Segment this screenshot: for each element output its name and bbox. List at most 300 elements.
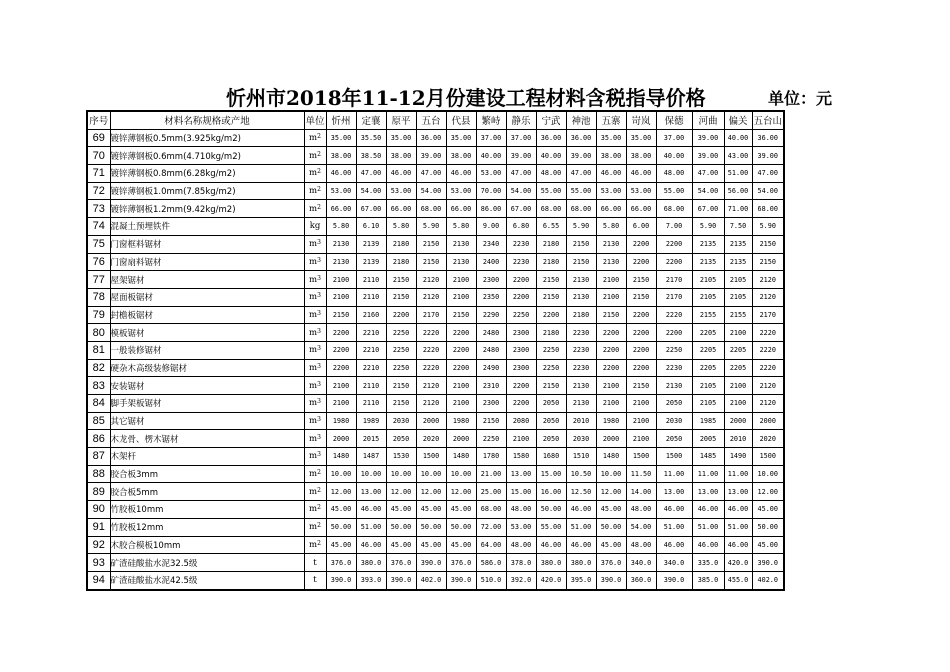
unit-exponent: 3: [317, 292, 321, 300]
price-cell: 2139: [356, 235, 386, 253]
price-cell: 2200: [326, 341, 356, 359]
price-cell: 6.10: [356, 218, 386, 236]
price-cell: 10.00: [752, 465, 784, 483]
price-cell: 2150: [386, 288, 416, 306]
unit-cell: [304, 377, 326, 395]
price-cell: 13.00: [356, 483, 386, 501]
price-cell: 2200: [506, 395, 536, 413]
price-cell: 2050: [386, 430, 416, 448]
price-cell: 86.00: [476, 200, 506, 218]
price-cell: 46.00: [692, 501, 724, 519]
price-cell: 37.00: [656, 129, 692, 147]
price-cell: 2200: [326, 324, 356, 342]
price-cell: 2205: [692, 341, 724, 359]
price-cell: 1680: [536, 448, 566, 466]
unit-text: m: [309, 486, 318, 497]
price-cell: 2150: [626, 288, 656, 306]
unit-text: m: [309, 168, 318, 179]
price-cell: 2200: [656, 235, 692, 253]
unit-exponent: 2: [317, 186, 321, 194]
price-cell: 2150: [566, 253, 596, 271]
price-cell: 54.00: [416, 182, 446, 200]
price-cell: 66.00: [446, 200, 476, 218]
price-cell: 7.50: [724, 218, 752, 236]
price-cell: 40.00: [724, 129, 752, 147]
material-name: 一般装修锯材: [110, 341, 304, 359]
price-cell: 2250: [536, 341, 566, 359]
column-header: 定襄: [356, 111, 386, 129]
unit-exponent: 3: [317, 256, 321, 264]
price-cell: 2170: [416, 306, 446, 324]
column-header: 神池: [566, 111, 596, 129]
price-cell: 2150: [416, 235, 446, 253]
price-cell: 50.00: [752, 518, 784, 536]
material-name: 模板锯材: [110, 324, 304, 342]
price-cell: 2200: [626, 253, 656, 271]
row-number: 81: [87, 341, 110, 359]
price-cell: 38.50: [356, 147, 386, 165]
price-cell: 50.00: [536, 501, 566, 519]
price-cell: 47.00: [356, 165, 386, 183]
price-cell: 2100: [326, 271, 356, 289]
table-row: [87, 129, 784, 147]
price-cell: 13.00: [506, 465, 536, 483]
price-cell: 2200: [626, 235, 656, 253]
price-cell: 36.00: [566, 129, 596, 147]
unit-cell: [304, 536, 326, 554]
price-cell: 12.00: [752, 483, 784, 501]
price-cell: 2250: [386, 324, 416, 342]
column-header: 岢岚: [626, 111, 656, 129]
material-name: 木架杆: [110, 448, 304, 466]
price-cell: 50.00: [596, 518, 626, 536]
price-cell: 390.0: [446, 571, 476, 589]
price-cell: 2030: [386, 412, 416, 430]
price-cell: 2200: [446, 359, 476, 377]
table-row: [87, 341, 784, 359]
column-header: 五寨: [596, 111, 626, 129]
price-cell: 55.00: [656, 182, 692, 200]
column-header: 忻州: [326, 111, 356, 129]
price-cell: 2150: [752, 235, 784, 253]
price-cell: 46.00: [626, 165, 656, 183]
price-cell: 12.00: [326, 483, 356, 501]
price-cell: 36.00: [752, 129, 784, 147]
unit-text: kg: [309, 221, 321, 232]
price-cell: 47.00: [692, 165, 724, 183]
price-cell: 35.00: [596, 129, 626, 147]
price-cell: 2155: [692, 306, 724, 324]
row-number: 85: [87, 412, 110, 430]
price-cell: 2010: [566, 412, 596, 430]
price-cell: 36.00: [536, 129, 566, 147]
price-cell: 12.00: [386, 483, 416, 501]
table-row: [87, 430, 784, 448]
table-row: [87, 448, 784, 466]
column-header: 序号: [87, 111, 110, 129]
price-cell: 335.0: [692, 554, 724, 572]
price-cell: 395.0: [566, 571, 596, 589]
price-cell: 2100: [626, 395, 656, 413]
price-cell: 70.00: [476, 182, 506, 200]
row-number: 77: [87, 271, 110, 289]
price-cell: 68.00: [752, 200, 784, 218]
unit-exponent: 3: [317, 451, 321, 459]
price-cell: 2210: [356, 359, 386, 377]
unit-exponent: 3: [317, 380, 321, 388]
price-cell: 378.0: [506, 554, 536, 572]
table-row: [87, 288, 784, 306]
column-header: 偏关: [724, 111, 752, 129]
material-name: 门窗扇料锯材: [110, 253, 304, 271]
unit-text: m: [309, 274, 318, 285]
price-cell: 1490: [724, 448, 752, 466]
price-cell: 55.00: [536, 518, 566, 536]
price-cell: 2105: [724, 271, 752, 289]
unit-cell: [304, 324, 326, 342]
price-cell: 2100: [724, 377, 752, 395]
price-cell: 2135: [724, 253, 752, 271]
price-cell: 2000: [596, 430, 626, 448]
price-cell: 46.00: [356, 501, 386, 519]
unit-cell: [304, 306, 326, 324]
price-cell: 5.80: [386, 218, 416, 236]
price-cell: 2050: [656, 395, 692, 413]
price-cell: 1480: [446, 448, 476, 466]
unit-exponent: 3: [317, 274, 321, 282]
price-cell: 2150: [416, 253, 446, 271]
page-title: 忻州市2018年11-12月份建设工程材料含税指导价格: [226, 86, 706, 110]
price-cell: 2220: [656, 306, 692, 324]
price-cell: 2300: [506, 341, 536, 359]
price-cell: 2150: [626, 271, 656, 289]
material-name: 安装锯材: [110, 377, 304, 395]
price-cell: 11.00: [724, 465, 752, 483]
price-cell: 38.00: [596, 147, 626, 165]
price-cell: 40.00: [536, 147, 566, 165]
price-cell: 376.0: [386, 554, 416, 572]
price-cell: 2000: [446, 430, 476, 448]
price-cell: 2220: [416, 359, 446, 377]
price-cell: 380.0: [536, 554, 566, 572]
material-name: 屋面板锯材: [110, 288, 304, 306]
price-cell: 2200: [596, 324, 626, 342]
price-cell: 402.0: [416, 571, 446, 589]
price-cell: 390.0: [326, 571, 356, 589]
material-name: 竹胶板10mm: [110, 501, 304, 519]
price-cell: 11.50: [626, 465, 656, 483]
price-cell: 14.00: [626, 483, 656, 501]
price-cell: 46.00: [386, 165, 416, 183]
price-cell: 390.0: [752, 554, 784, 572]
unit-exponent: 2: [317, 486, 321, 494]
price-cell: 2100: [446, 288, 476, 306]
table-row: [87, 483, 784, 501]
price-cell: 2250: [476, 430, 506, 448]
price-cell: 2290: [476, 306, 506, 324]
unit-cell: [304, 218, 326, 236]
price-cell: 45.00: [416, 536, 446, 554]
price-cell: 35.00: [326, 129, 356, 147]
column-header: 宁武: [536, 111, 566, 129]
price-cell: 38.00: [626, 147, 656, 165]
price-cell: 380.0: [566, 554, 596, 572]
material-name: 胶合板5mm: [110, 483, 304, 501]
table-row: [87, 165, 784, 183]
price-cell: 2350: [476, 288, 506, 306]
price-cell: 45.00: [752, 536, 784, 554]
price-cell: 2150: [326, 306, 356, 324]
price-cell: 66.00: [386, 200, 416, 218]
price-cell: 5.80: [446, 218, 476, 236]
price-cell: 586.0: [476, 554, 506, 572]
price-cell: 12.00: [416, 483, 446, 501]
price-cell: 2200: [506, 271, 536, 289]
column-header: 五台: [416, 111, 446, 129]
table-row: [87, 200, 784, 218]
row-number: 78: [87, 288, 110, 306]
price-cell: 2310: [476, 377, 506, 395]
price-cell: 6.80: [506, 218, 536, 236]
price-cell: 2200: [386, 306, 416, 324]
unit-text: m: [309, 469, 318, 480]
price-cell: 2105: [692, 395, 724, 413]
material-name: 硬杂木高级装修锯材: [110, 359, 304, 377]
price-cell: 2200: [626, 341, 656, 359]
price-cell: 2205: [724, 341, 752, 359]
price-cell: 13.00: [656, 483, 692, 501]
column-header: 繁峙: [476, 111, 506, 129]
price-cell: 1500: [656, 448, 692, 466]
price-cell: 2200: [326, 359, 356, 377]
price-cell: 2120: [752, 288, 784, 306]
table-row: [87, 518, 784, 536]
price-cell: 10.00: [596, 465, 626, 483]
price-cell: 2200: [536, 306, 566, 324]
price-cell: 2100: [626, 412, 656, 430]
price-cell: 2230: [656, 359, 692, 377]
price-cell: 54.00: [692, 182, 724, 200]
price-cell: 10.00: [386, 465, 416, 483]
table-row: [87, 235, 784, 253]
price-cell: 66.00: [326, 200, 356, 218]
material-name: 镀锌薄钢板0.8mm(6.28kg/m2): [110, 165, 304, 183]
price-cell: 2150: [536, 288, 566, 306]
unit-text: m: [309, 433, 318, 444]
price-cell: 2200: [596, 359, 626, 377]
price-cell: 2250: [656, 341, 692, 359]
price-cell: 2230: [506, 235, 536, 253]
price-cell: 40.00: [476, 147, 506, 165]
price-cell: 5.90: [566, 218, 596, 236]
price-cell: 393.0: [356, 571, 386, 589]
unit-exponent: 2: [317, 133, 321, 141]
price-cell: 5.90: [752, 218, 784, 236]
price-cell: 38.00: [326, 147, 356, 165]
unit-text: m: [309, 522, 318, 533]
price-cell: 37.00: [506, 129, 536, 147]
material-name: 竹胶板12mm: [110, 518, 304, 536]
price-cell: 1485: [692, 448, 724, 466]
price-cell: 2120: [416, 271, 446, 289]
unit-cell: [304, 253, 326, 271]
price-cell: 2130: [596, 253, 626, 271]
row-number: 70: [87, 147, 110, 165]
price-cell: 2130: [566, 271, 596, 289]
price-cell: 2180: [536, 235, 566, 253]
price-cell: 1500: [626, 448, 656, 466]
row-number: 90: [87, 501, 110, 519]
price-cell: 2200: [446, 324, 476, 342]
price-cell: 1480: [596, 448, 626, 466]
price-cell: 2135: [724, 235, 752, 253]
price-cell: 390.0: [656, 571, 692, 589]
table-row: [87, 147, 784, 165]
price-cell: 2150: [752, 253, 784, 271]
price-cell: 66.00: [626, 200, 656, 218]
price-cell: 2100: [506, 430, 536, 448]
price-cell: 48.00: [656, 165, 692, 183]
price-cell: 2200: [446, 341, 476, 359]
price-cell: 2105: [692, 377, 724, 395]
unit-cell: [304, 395, 326, 413]
price-cell: 376.0: [596, 554, 626, 572]
price-cell: 2130: [596, 235, 626, 253]
price-cell: 66.00: [596, 200, 626, 218]
unit-exponent: 2: [317, 522, 321, 530]
price-cell: 53.00: [596, 182, 626, 200]
table-row: [87, 412, 784, 430]
price-cell: 2205: [724, 359, 752, 377]
price-cell: 48.00: [536, 165, 566, 183]
price-cell: 10.00: [326, 465, 356, 483]
price-cell: 12.00: [596, 483, 626, 501]
table-row: [87, 554, 784, 572]
price-cell: 1980: [446, 412, 476, 430]
price-cell: 340.0: [656, 554, 692, 572]
price-cell: 2180: [536, 253, 566, 271]
price-cell: 392.0: [506, 571, 536, 589]
price-cell: 2230: [566, 341, 596, 359]
price-cell: 2150: [596, 306, 626, 324]
material-name: 脚手架板锯材: [110, 395, 304, 413]
price-cell: 2155: [724, 306, 752, 324]
price-cell: 2130: [566, 288, 596, 306]
price-cell: 2100: [326, 288, 356, 306]
price-cell: 39.00: [566, 147, 596, 165]
price-cell: 51.00: [692, 518, 724, 536]
column-header: 材料名称规格或产地: [110, 111, 304, 129]
column-header: 原平: [386, 111, 416, 129]
price-cell: 54.00: [752, 182, 784, 200]
price-cell: 10.00: [416, 465, 446, 483]
unit-exponent: 2: [317, 203, 321, 211]
material-name: 木胶合模板10mm: [110, 536, 304, 554]
row-number: 72: [87, 182, 110, 200]
row-number: 88: [87, 465, 110, 483]
price-cell: 12.00: [446, 483, 476, 501]
price-cell: 50.00: [416, 518, 446, 536]
price-cell: 53.00: [446, 182, 476, 200]
price-cell: 56.00: [724, 182, 752, 200]
price-cell: 2020: [752, 430, 784, 448]
table-row: [87, 359, 784, 377]
price-cell: 36.00: [416, 129, 446, 147]
price-cell: 2100: [596, 288, 626, 306]
column-header: 保德: [656, 111, 692, 129]
unit-cell: [304, 518, 326, 536]
price-cell: 2210: [356, 324, 386, 342]
price-cell: 2230: [506, 253, 536, 271]
price-cell: 68.00: [416, 200, 446, 218]
price-cell: 2015: [356, 430, 386, 448]
price-cell: 2120: [416, 377, 446, 395]
price-cell: 1980: [326, 412, 356, 430]
price-cell: 390.0: [596, 571, 626, 589]
price-cell: 2105: [692, 288, 724, 306]
material-name: 封檐板锯材: [110, 306, 304, 324]
price-cell: 2150: [536, 377, 566, 395]
unit-text: m: [309, 380, 318, 391]
material-name: 胶合板3mm: [110, 465, 304, 483]
price-cell: 2490: [476, 359, 506, 377]
price-cell: 48.00: [626, 501, 656, 519]
row-number: 76: [87, 253, 110, 271]
price-cell: 2205: [692, 359, 724, 377]
price-cell: 2080: [506, 412, 536, 430]
price-cell: 10.00: [446, 465, 476, 483]
price-cell: 2105: [724, 288, 752, 306]
unit-exponent: 3: [317, 398, 321, 406]
title-row: [0, 82, 950, 110]
price-cell: 45.00: [386, 501, 416, 519]
price-cell: 45.00: [446, 536, 476, 554]
price-cell: 2150: [386, 395, 416, 413]
unit-exponent: 2: [317, 150, 321, 158]
price-cell: 2300: [476, 271, 506, 289]
unit-text: m: [309, 539, 318, 550]
price-cell: 1500: [752, 448, 784, 466]
price-cell: 390.0: [386, 571, 416, 589]
column-header: 河曲: [692, 111, 724, 129]
unit-cell: [304, 147, 326, 165]
price-cell: 2000: [752, 412, 784, 430]
price-cell: 1580: [506, 448, 536, 466]
unit-exponent: 2: [317, 504, 321, 512]
price-cell: 10.50: [566, 465, 596, 483]
unit-cell: [304, 235, 326, 253]
unit-text: m: [309, 416, 318, 427]
price-cell: 402.0: [752, 571, 784, 589]
unit-text: m: [309, 504, 318, 515]
price-cell: 510.0: [476, 571, 506, 589]
unit-exponent: 3: [317, 345, 321, 353]
price-cell: 2480: [476, 341, 506, 359]
price-cell: 2100: [446, 377, 476, 395]
price-cell: 2100: [326, 395, 356, 413]
price-cell: 21.00: [476, 465, 506, 483]
price-cell: 2130: [566, 395, 596, 413]
price-cell: 2180: [536, 324, 566, 342]
price-cell: 39.00: [692, 147, 724, 165]
unit-cell: [304, 554, 326, 572]
price-cell: 380.0: [356, 554, 386, 572]
price-cell: 47.00: [566, 165, 596, 183]
row-number: 69: [87, 129, 110, 147]
price-cell: 2100: [724, 324, 752, 342]
price-cell: 390.0: [416, 554, 446, 572]
price-cell: 2150: [386, 271, 416, 289]
